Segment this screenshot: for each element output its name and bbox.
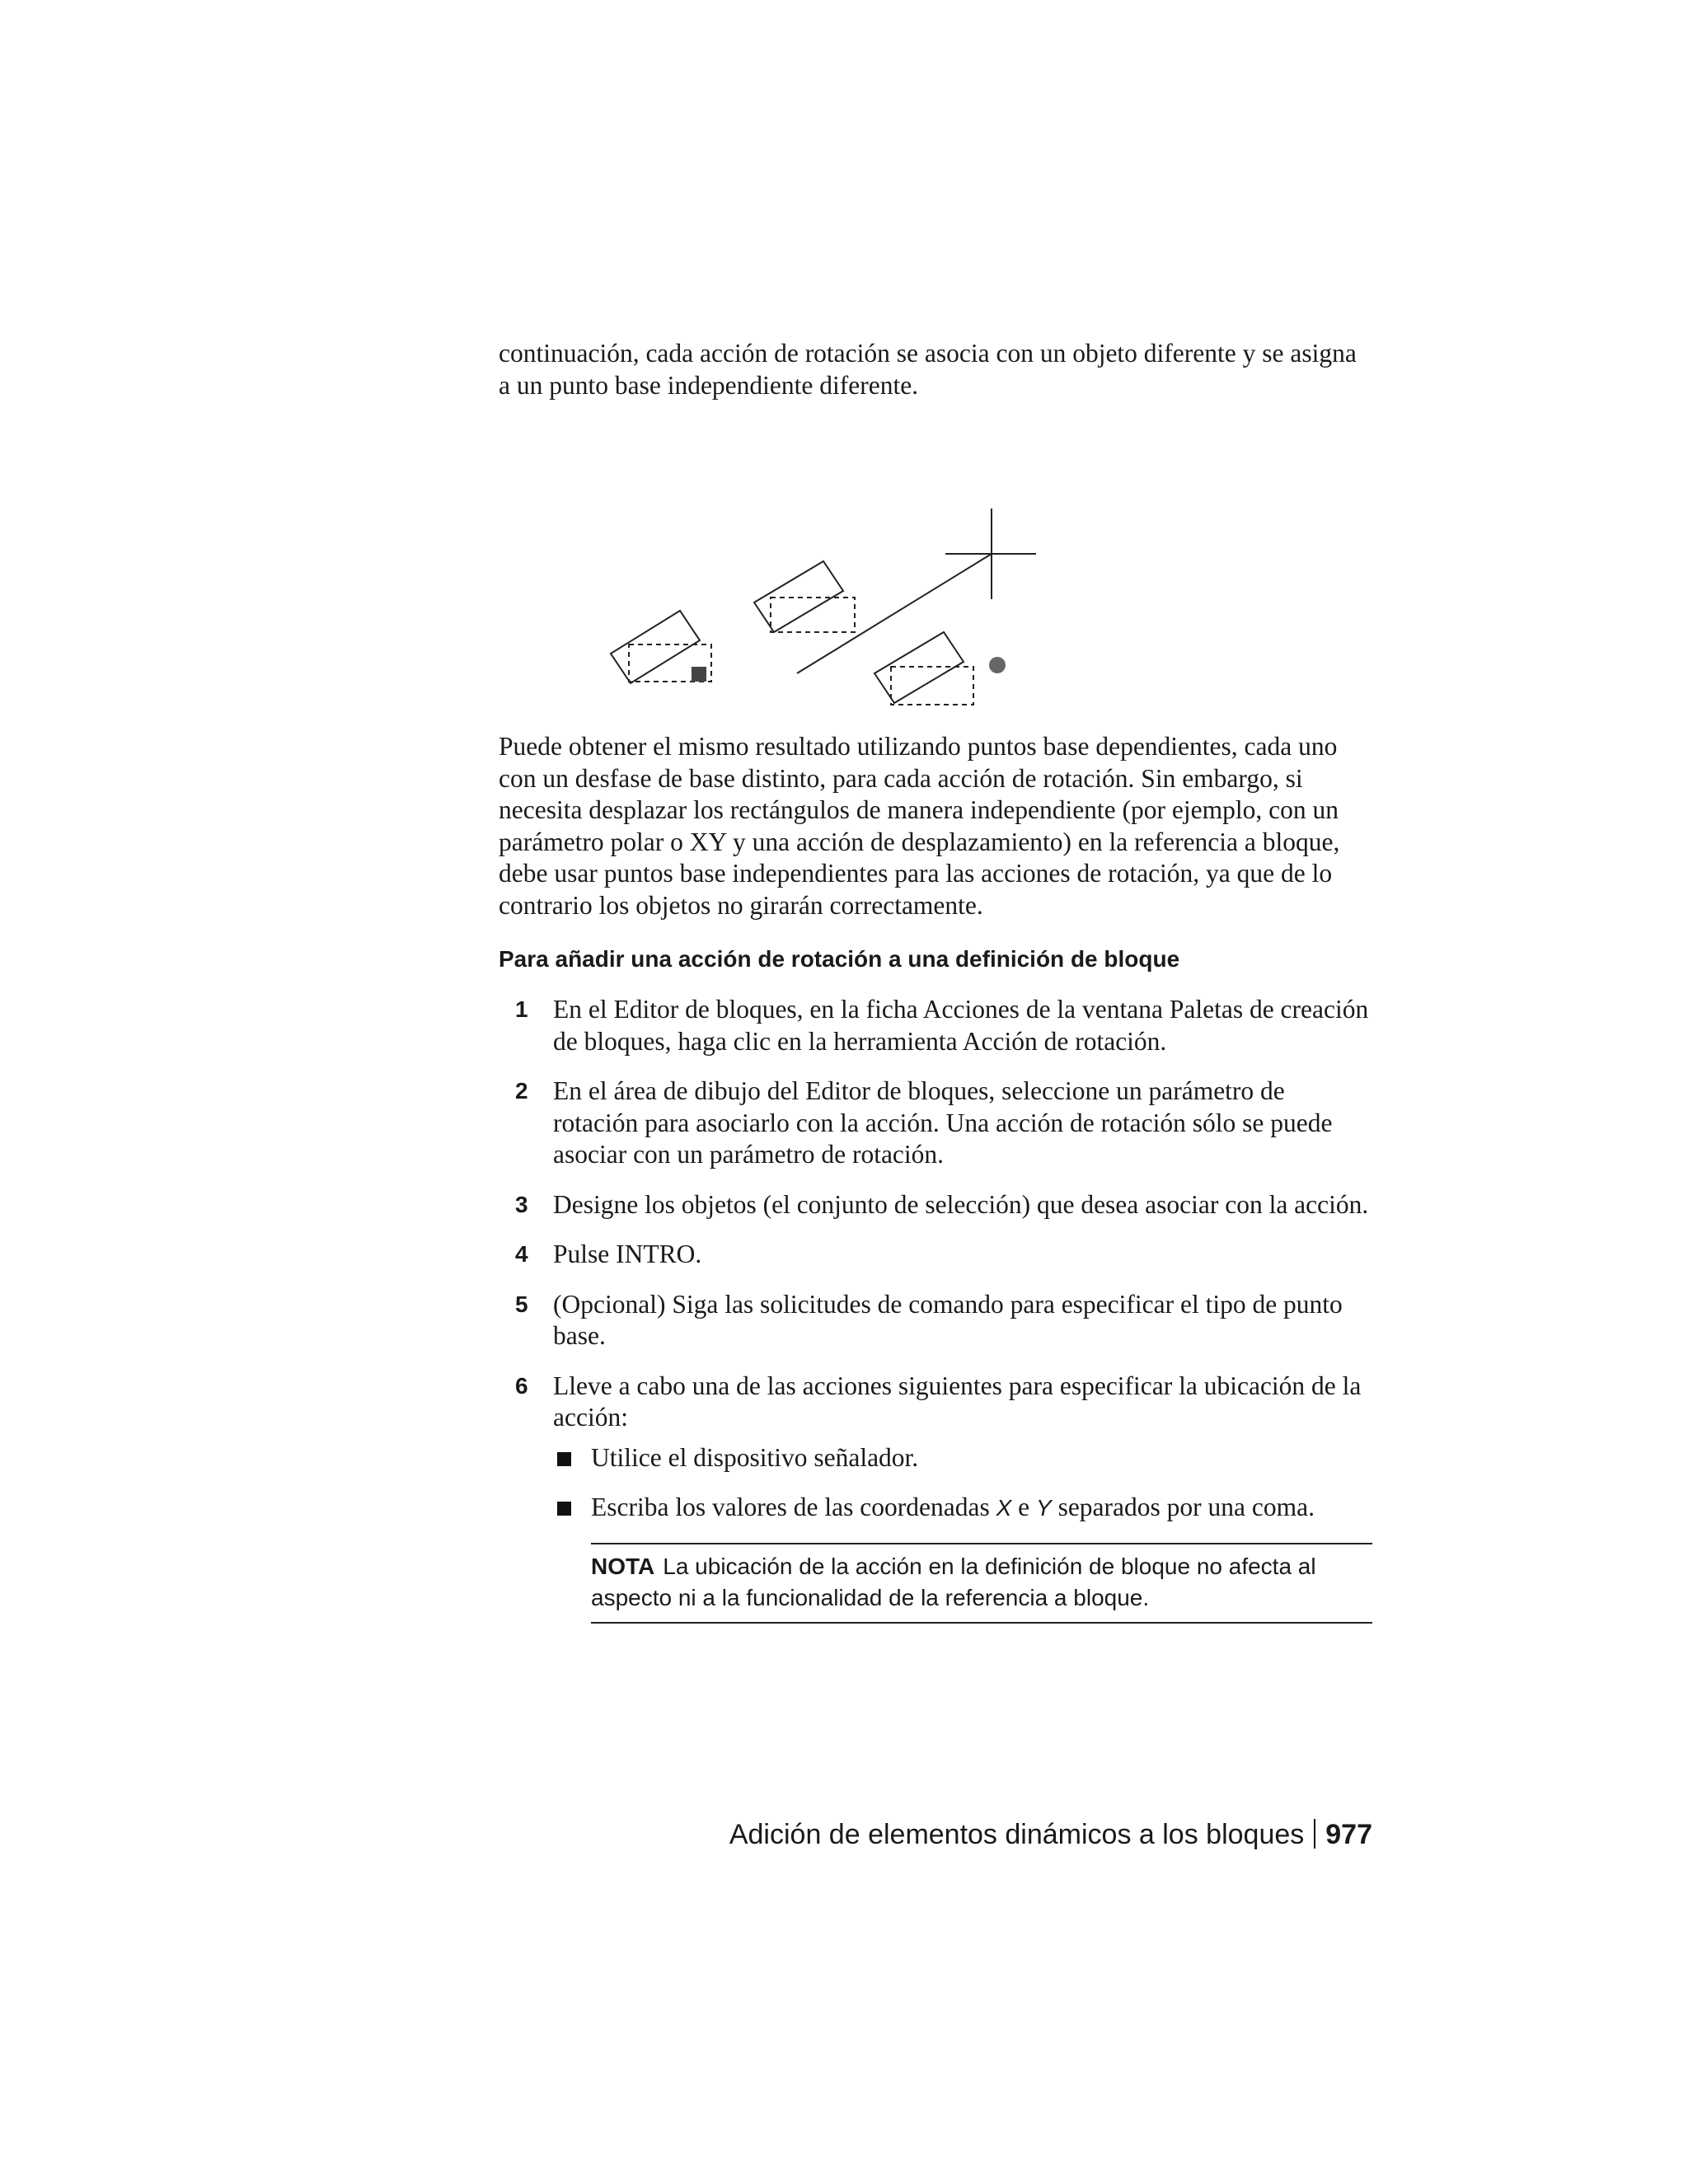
bullet-text — [591, 1493, 1315, 1521]
bullet-text-part: e — [1011, 1493, 1036, 1521]
rotated-rectangle-left — [611, 611, 700, 683]
footer-separator — [1314, 1819, 1315, 1849]
step-item — [499, 1289, 1372, 1352]
page-content — [499, 338, 1372, 1642]
square-bullet-icon — [557, 1502, 571, 1516]
coordinate-x: X — [996, 1495, 1012, 1521]
step-item — [499, 1189, 1372, 1221]
steps-list — [499, 994, 1372, 1624]
step-number: 5 — [515, 1291, 528, 1317]
note-box — [591, 1543, 1372, 1624]
rotation-parameter-line — [797, 554, 992, 673]
step-number: 1 — [515, 996, 528, 1022]
step-item — [499, 994, 1372, 1057]
step-number: 3 — [515, 1191, 528, 1217]
intro-paragraph: continuación, cada acción de rotación se asocia con un objeto diferente y se asigna a un punto base independiente diferente. — [499, 339, 1357, 400]
step-item — [499, 1239, 1372, 1271]
bullet-text-part: separados por una coma. — [1051, 1493, 1315, 1521]
base-point-square — [692, 667, 706, 682]
step-text: Pulse INTRO. — [553, 1240, 702, 1268]
step-number: 2 — [515, 1078, 528, 1104]
square-bullet-icon — [557, 1452, 571, 1466]
step-item — [499, 1371, 1372, 1624]
procedure-title: Para añadir una acción de rotación a una definición de bloque — [499, 946, 1180, 972]
page-number: 977 — [1325, 1819, 1372, 1850]
footer-section-title: Adición de elementos dinámicos a los bloques — [729, 1819, 1305, 1850]
bullet-list — [553, 1442, 1372, 1525]
note-text: La ubicación de la acción en la definición de bloque no afecta al aspecto ni a la funcionalidad de la referencia a bloque. — [591, 1553, 1316, 1610]
step-number: 6 — [515, 1372, 528, 1399]
step-text: En el área de dibujo del Editor de bloques, seleccione un parámetro de rotación para asociarlo con la acción. Una acción de rotación sólo se puede asociar con un parámetro de rotación. — [553, 1076, 1333, 1169]
base-point-dot — [989, 657, 1006, 673]
bullet-text-part: Escriba los valores de las coordenadas — [591, 1493, 996, 1521]
step-text: En el Editor de bloques, en la ficha Acciones de la ventana Paletas de creación de bloques, haga clic en la herramienta Acción de rotación. — [553, 995, 1369, 1056]
body-paragraph: Puede obtener el mismo resultado utilizando puntos base dependientes, cada uno con un desfase de base distinto, para cada acción de rotación. Sin embargo, si necesita desplazar los rectángulos de manera independiente (por ejemplo, con un parámetro polar o XY y una acción de desplazamiento) en la referencia a bloque, debe usar puntos base independientes para las acciones de rotación, ya que de lo contrario los objetos no girarán correctamente. — [499, 732, 1340, 920]
original-rectangle-right — [891, 667, 973, 705]
step-text: Lleve a cabo una de las acciones siguientes para especificar la ubicación de la acción: — [553, 1371, 1362, 1432]
rotation-diagram-drawing — [499, 401, 1372, 723]
step-text: (Opcional) Siga las solicitudes de comando para especificar el tipo de punto base. — [553, 1289, 1343, 1350]
step-item — [499, 1076, 1372, 1171]
note-label: NOTA — [591, 1553, 655, 1579]
bullet-text: Utilice el dispositivo señalador. — [591, 1442, 919, 1472]
coordinate-y: Y — [1036, 1495, 1052, 1521]
rotation-diagram — [499, 401, 1372, 723]
step-number: 4 — [515, 1241, 528, 1267]
bullet-item — [553, 1442, 1372, 1474]
bullet-item — [553, 1492, 1372, 1525]
page-footer — [729, 1816, 1372, 1853]
step-text: Designe los objetos (el conjunto de selección) que desea asociar con la acción. — [553, 1189, 1369, 1219]
